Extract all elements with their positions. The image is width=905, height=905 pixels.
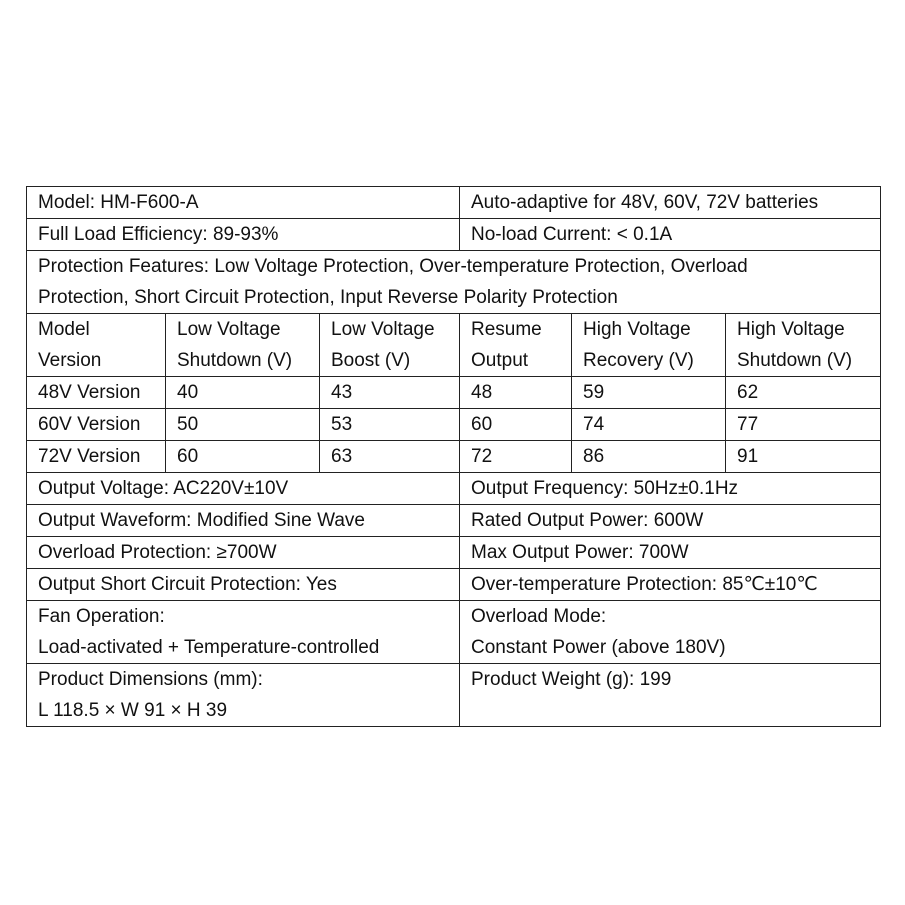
version-row <box>27 377 881 409</box>
dimensions-value: L 118.5 × W 91 × H 39 <box>38 700 228 721</box>
header-cell: Low Voltage Boost (V) <box>320 314 460 377</box>
table-row <box>27 569 881 601</box>
header-cell: High Voltage Recovery (V) <box>572 314 726 377</box>
spec-sheet <box>26 186 880 727</box>
dimensions-cell <box>27 664 460 727</box>
output-waveform-cell: Output Waveform: Modified Sine Wave <box>27 505 460 537</box>
fan-value: Load-activated + Temperature-controlled <box>38 637 380 658</box>
overload-protection-cell: Overload Protection: ≥700W <box>27 537 460 569</box>
value-cell: 60 <box>460 409 572 441</box>
table-row <box>27 601 881 664</box>
version-header-row <box>27 314 881 377</box>
noload-current-cell: No-load Current: < 0.1A <box>460 219 881 251</box>
value-cell: 86 <box>572 441 726 473</box>
spec-table <box>26 186 881 727</box>
version-row <box>27 409 881 441</box>
value-cell: 59 <box>572 377 726 409</box>
table-row <box>27 219 881 251</box>
short-circuit-cell: Output Short Circuit Protection: Yes <box>27 569 460 601</box>
value-cell: 48 <box>460 377 572 409</box>
overload-mode-label: Overload Mode: <box>471 606 607 627</box>
table-row <box>27 251 881 314</box>
protection-features-cell <box>27 251 881 314</box>
value-cell: 74 <box>572 409 726 441</box>
version-cell: 48V Version <box>27 377 166 409</box>
table-row <box>27 505 881 537</box>
over-temp-cell: Over-temperature Protection: 85℃±10℃ <box>460 569 881 601</box>
version-cell: 60V Version <box>27 409 166 441</box>
value-cell: 53 <box>320 409 460 441</box>
model-cell: Model: HM-F600-A <box>27 187 460 219</box>
adaptive-cell: Auto-adaptive for 48V, 60V, 72V batteries <box>460 187 881 219</box>
output-frequency-cell: Output Frequency: 50Hz±0.1Hz <box>460 473 881 505</box>
header-cell: High Voltage Shutdown (V) <box>726 314 881 377</box>
table-row <box>27 187 881 219</box>
table-row <box>27 664 881 727</box>
version-row <box>27 441 881 473</box>
value-cell: 63 <box>320 441 460 473</box>
rated-power-cell: Rated Output Power: 600W <box>460 505 881 537</box>
dimensions-label: Product Dimensions (mm): <box>38 669 263 690</box>
value-cell: 43 <box>320 377 460 409</box>
header-cell: Resume Output <box>460 314 572 377</box>
value-cell: 62 <box>726 377 881 409</box>
value-cell: 50 <box>166 409 320 441</box>
efficiency-cell: Full Load Efficiency: 89-93% <box>27 219 460 251</box>
value-cell: 60 <box>166 441 320 473</box>
version-cell: 72V Version <box>27 441 166 473</box>
value-cell: 91 <box>726 441 881 473</box>
weight-cell <box>460 664 881 727</box>
value-cell: 72 <box>460 441 572 473</box>
output-voltage-cell: Output Voltage: AC220V±10V <box>27 473 460 505</box>
weight-value: Product Weight (g): 199 <box>471 669 672 690</box>
value-cell: 40 <box>166 377 320 409</box>
overload-mode-cell <box>460 601 881 664</box>
overload-mode-value: Constant Power (above 180V) <box>471 637 726 658</box>
header-cell: Low Voltage Shutdown (V) <box>166 314 320 377</box>
protection-line: Protection, Short Circuit Protection, Input Reverse Polarity Protection <box>38 287 618 308</box>
protection-line: Protection Features: Low Voltage Protection, Over-temperature Protection, Overload <box>38 256 748 277</box>
value-cell: 77 <box>726 409 881 441</box>
table-row <box>27 537 881 569</box>
max-power-cell: Max Output Power: 700W <box>460 537 881 569</box>
fan-label: Fan Operation: <box>38 606 165 627</box>
table-row <box>27 473 881 505</box>
fan-operation-cell <box>27 601 460 664</box>
header-cell: Model Version <box>27 314 166 377</box>
